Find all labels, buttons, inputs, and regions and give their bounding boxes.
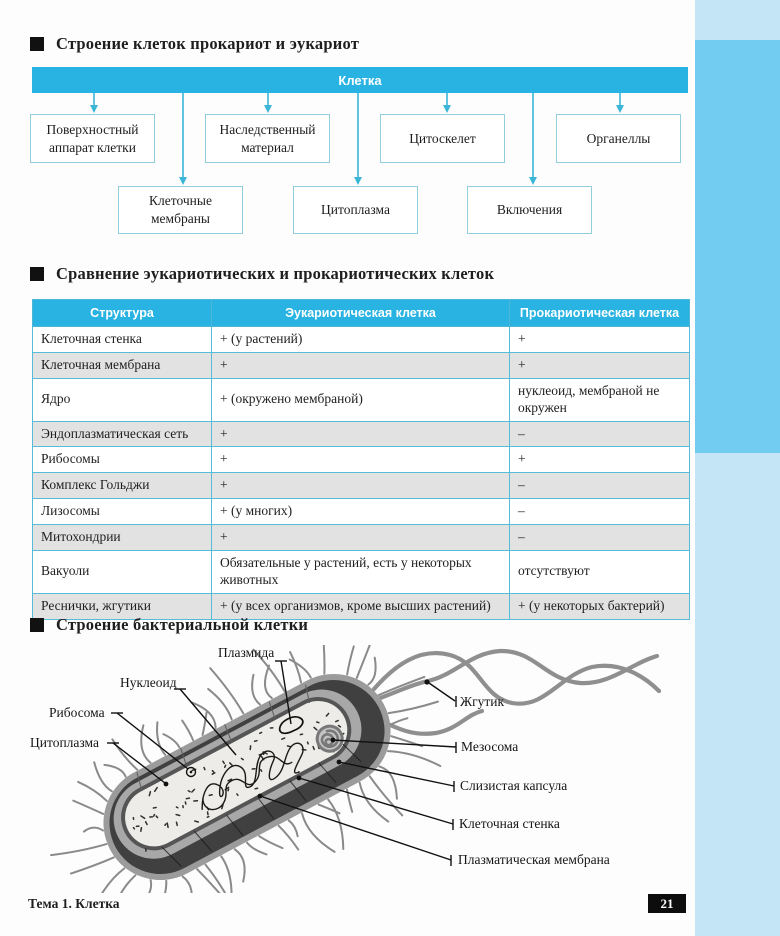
comparison-table-cell: Лизосомы xyxy=(33,499,212,525)
label-ribosome: Рибосома xyxy=(49,705,105,720)
comparison-table-cell: + xyxy=(510,327,690,353)
ribosome-pointer-dot xyxy=(190,771,193,774)
diagram-box-inclusions: Включения xyxy=(467,186,592,234)
label-capsule: Слизистая капсула xyxy=(460,778,568,793)
comparison-table-cell: + (у некоторых бактерий) xyxy=(510,593,690,619)
comparison-table-cell: Клеточная мембрана xyxy=(33,352,212,378)
label-cytoplasm: Цитоплазма xyxy=(30,735,99,750)
diagram-box-cell-membranes: Клеточные мембраны xyxy=(118,186,243,234)
bacterium-figure xyxy=(0,645,700,893)
comparison-table-cell: Эндоплазматическая сеть xyxy=(33,421,212,447)
comparison-table-row xyxy=(33,473,690,499)
footer-chapter-title: Тема 1. Клетка xyxy=(28,896,120,911)
comparison-table-cell: + (у растений) xyxy=(212,327,510,353)
label-cell-wall: Клеточная стенка xyxy=(459,816,560,831)
diagram-box-hereditary-material: Наследственный материал xyxy=(205,114,330,163)
comparison-table-cell: + xyxy=(212,525,510,551)
comparison-table-cell: Обязательные у растений, есть у некоторых животных xyxy=(212,550,510,593)
comparison-table-cell: + xyxy=(510,447,690,473)
comparison-table-cell: + xyxy=(212,421,510,447)
comparison-table-cell: + xyxy=(212,447,510,473)
diagram-box-surface-apparatus: Поверхностный аппарат клетки xyxy=(30,114,155,163)
comparison-table-cell: + xyxy=(510,352,690,378)
comparison-table-cell: + (окружено мембраной) xyxy=(212,378,510,421)
comparison-table-cell: Рибосомы xyxy=(33,447,212,473)
comparison-table-cell: – xyxy=(510,421,690,447)
heading-square-icon xyxy=(30,618,44,632)
column-header-eukaryotic: Эукариотическая клетка xyxy=(212,300,510,327)
comparison-table-cell: Клеточная стенка xyxy=(33,327,212,353)
label-plasmid: Плазмида xyxy=(218,645,275,660)
comparison-table-cell: + xyxy=(212,352,510,378)
comparison-table-cell: нуклеоид, мембраной не окружен xyxy=(510,378,690,421)
section-heading-comparison xyxy=(30,264,494,284)
comparison-table-cell: Реснички, жгутики xyxy=(33,593,212,619)
column-header-structure: Структура xyxy=(33,300,212,327)
diagram-box-cytoplasm: Цитоплазма xyxy=(293,186,418,234)
comparison-table-cell: + xyxy=(212,473,510,499)
comparison-table-cell: + (у всех организмов, кроме высших растений) xyxy=(212,593,510,619)
comparison-table-cell: – xyxy=(510,499,690,525)
comparison-table-cell: Вакуоли xyxy=(33,550,212,593)
comparison-table-cell: Комплекс Гольджи xyxy=(33,473,212,499)
comparison-table-row xyxy=(33,327,690,353)
comparison-table-cell: Митохондрии xyxy=(33,525,212,551)
diagram-box-cytoskeleton: Цитоскелет xyxy=(380,114,505,163)
flagella-strands xyxy=(368,651,659,734)
comparison-table-row xyxy=(33,352,690,378)
comparison-table-row xyxy=(33,421,690,447)
section-heading-bacterium xyxy=(30,615,308,635)
comparison-table-cell: + (у многих) xyxy=(212,499,510,525)
comparison-table-row xyxy=(33,525,690,551)
comparison-table-cell: – xyxy=(510,473,690,499)
comparison-table xyxy=(32,299,690,620)
comparison-table-row xyxy=(33,499,690,525)
label-membrane: Плазматическая мембрана xyxy=(458,852,610,867)
comparison-table-cell: – xyxy=(510,525,690,551)
label-flagellum: Жгутик xyxy=(460,694,505,709)
label-mesosome: Мезосома xyxy=(461,739,519,754)
section-title: Сравнение эукариотических и прокариотических клеток xyxy=(56,264,495,283)
section-title: Строение бактериальной клетки xyxy=(56,615,309,634)
comparison-table-cell: Ядро xyxy=(33,378,212,421)
comparison-table-header-row xyxy=(33,300,690,327)
page-number-badge: 21 xyxy=(648,894,686,913)
comparison-table-cell: отсутствуют xyxy=(510,550,690,593)
section-title: Строение клеток прокариот и эукариот xyxy=(56,34,359,53)
diagram-root-label: Клетка xyxy=(338,72,382,88)
bacterium-cell-body xyxy=(9,645,479,893)
label-nucleoid: Нуклеоид xyxy=(120,675,177,690)
comparison-table-row xyxy=(33,378,690,421)
comparison-table-row xyxy=(33,550,690,593)
diagram-box-organelles: Органеллы xyxy=(556,114,681,163)
column-header-prokaryotic: Прокариотическая клетка xyxy=(510,300,690,327)
comparison-table-row xyxy=(33,447,690,473)
heading-square-icon xyxy=(30,267,44,281)
